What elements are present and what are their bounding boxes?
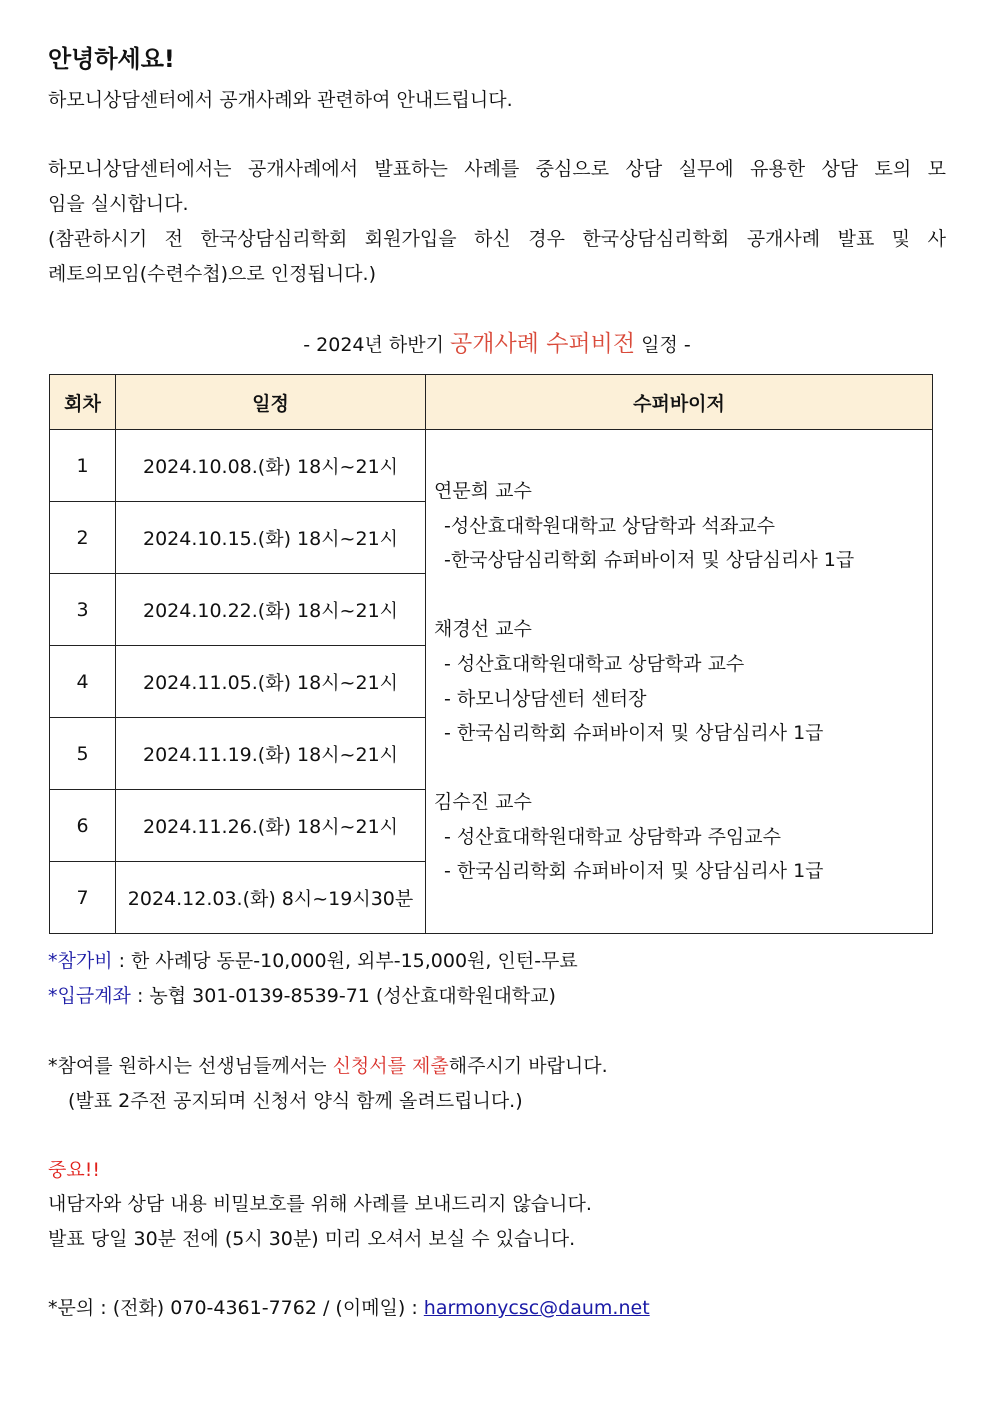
fee-label: *참가비 (48, 950, 113, 972)
round-number: 3 (50, 574, 116, 646)
paragraph-line-4: 례토의모임(수련수첩)으로 인정됩니다.) (48, 263, 376, 285)
session-date: 2024.11.19.(화) 18시~21시 (116, 718, 426, 790)
paragraph-line-3: (참관하시기 전 한국상담심리학회 회원가입을 하신 경우 한국상담심리학회 공개사례 발표 및 사 (48, 228, 946, 250)
session-date: 2024.10.08.(화) 18시~21시 (116, 430, 426, 502)
session-date: 2024.11.05.(화) 18시~21시 (116, 646, 426, 718)
supervisor-spacer (434, 578, 932, 613)
intro-text: 하모니상담센터에서 공개사례와 관련하여 안내드립니다. (48, 89, 513, 111)
schedule-title-highlight: 공개사례 수퍼비전 (450, 331, 636, 357)
round-number: 2 (50, 502, 116, 574)
supervisor-detail: - 성산효대학원대학교 상담학과 주임교수 (444, 825, 781, 848)
supervisor-cell (426, 430, 933, 934)
session-date: 2024.10.22.(화) 18시~21시 (116, 574, 426, 646)
supervisor-detail: - 한국심리학회 슈퍼바이저 및 상담심리사 1급 (444, 860, 824, 883)
round-number: 4 (50, 646, 116, 718)
account-label: *입금계좌 (48, 985, 131, 1007)
supervisor-detail: - 하모니상담센터 센터장 (444, 687, 647, 710)
session-date: 2024.11.26.(화) 18시~21시 (116, 790, 426, 862)
round-number: 1 (50, 430, 116, 502)
supervisor-name: 김수진 교수 (434, 791, 532, 814)
apply-suffix: 해주시기 바랍니다. (448, 1055, 608, 1077)
account-line (48, 984, 556, 1008)
schedule-title (48, 330, 946, 359)
header-date: 일정 (116, 375, 426, 430)
important-line-1: 내담자와 상담 내용 비밀보호를 위해 사례를 보내드리지 않습니다. (48, 1193, 592, 1215)
supervisor-detail: - 성산효대학원대학교 상담학과 교수 (444, 652, 745, 675)
email-link[interactable]: harmonycsc@daum.net (423, 1297, 650, 1319)
supervisor-detail: -한국상담심리학회 슈퍼바이저 및 상담심리사 1급 (444, 549, 855, 572)
supervisor-spacer (434, 751, 932, 786)
round-number: 5 (50, 718, 116, 790)
session-date: 2024.10.15.(화) 18시~21시 (116, 502, 426, 574)
contact-line (48, 1296, 650, 1320)
contact-prefix: *문의 : (전화) 070-4361-7762 / (이메일) : (48, 1297, 424, 1319)
fee-line (48, 949, 578, 973)
apply-line (48, 1054, 608, 1078)
header-round: 회차 (50, 375, 116, 430)
supervisor-detail: -성산효대학원대학교 상담학과 석좌교수 (444, 514, 775, 537)
session-date: 2024.12.03.(화) 8시~19시30분 (116, 862, 426, 934)
account-text: : 농협 301-0139-8539-71 (성산효대학원대학교) (130, 985, 556, 1007)
schedule-title-prefix: - 2024년 하반기 (303, 334, 451, 356)
apply-prefix: *참여를 원하시는 선생님들께서는 (48, 1055, 333, 1077)
supervisor-name: 채경선 교수 (434, 618, 532, 641)
greeting-heading: 안녕하세요! (48, 45, 175, 73)
important-title: 중요!! (48, 1159, 100, 1181)
fee-text: : 한 사례당 동문-10,000원, 외부-15,000원, 인턴-무료 (112, 950, 578, 972)
paragraph-line-1: 하모니상담센터에서는 공개사례에서 발표하는 사례를 중심으로 상담 실무에 유용한 상담 토의 모 (48, 158, 946, 180)
schedule-title-suffix: 일정 - (635, 334, 691, 356)
supervisor-name: 연문희 교수 (434, 479, 532, 502)
important-line-2: 발표 당일 30분 전에 (5시 30분) 미리 오셔서 보실 수 있습니다. (48, 1228, 576, 1250)
schedule-table (49, 374, 933, 934)
table-header-row (50, 375, 933, 430)
round-number: 6 (50, 790, 116, 862)
round-number: 7 (50, 862, 116, 934)
supervisor-detail: - 한국심리학회 슈퍼바이저 및 상담심리사 1급 (444, 722, 824, 745)
apply-note: (발표 2주전 공지되며 신청서 양식 함께 올려드립니다.) (68, 1090, 523, 1112)
apply-highlight: 신청서를 제출 (332, 1055, 449, 1077)
paragraph-line-2: 임을 실시합니다. (48, 193, 189, 215)
header-supervisor: 수퍼바이저 (426, 375, 933, 430)
table-row (50, 430, 933, 502)
